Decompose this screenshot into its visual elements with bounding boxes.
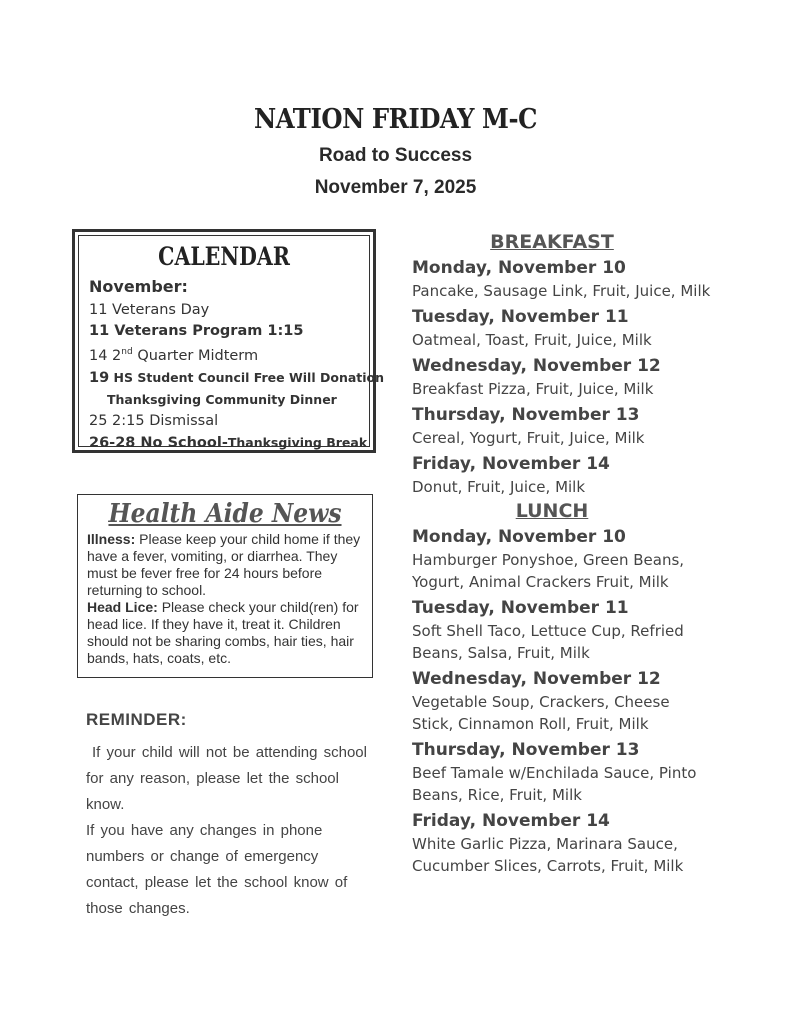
page-date: November 7, 2025 (314, 177, 477, 198)
breakfast-menu: Cereal, Yogurt, Fruit, Juice, Milk (412, 429, 645, 447)
health-aide-box (77, 494, 373, 678)
calendar-event-continued (89, 389, 359, 411)
head-lice-text: Please check your child(ren) for head lice. If they have it, treat it. Children should not be sharing combs, hair ties, hair bands, hats, coats, etc. (87, 599, 359, 666)
lunch-menu: Soft Shell Taco, Lettuce Cup, Refried Beans, Salsa, Fruit, Milk (412, 622, 684, 662)
illness-label: Illness: (87, 531, 136, 547)
calendar-event-main: 26-28 No School- (89, 434, 228, 451)
calendar-event-day: 19 (89, 369, 110, 386)
lunch-menu: Hamburger Ponyshoe, Green Beans, Yogurt, Animal Crackers Fruit, Milk (412, 551, 685, 591)
illness-text: Please keep your child home if they have a fever, vomiting, or diarrhea. They must be fever free for 24 hours before returning to school. (87, 531, 361, 598)
breakfast-menu: Breakfast Pizza, Fruit, Juice, Milk (412, 380, 654, 398)
menu-column (412, 231, 712, 877)
page-header (0, 104, 791, 199)
page-subtitle: Road to Success (318, 145, 473, 166)
breakfast-menu: Pancake, Sausage Link, Fruit, Juice, Milk (412, 282, 711, 300)
page-title: NATION FRIDAY M-C (253, 104, 538, 135)
reminder-section (86, 710, 376, 922)
calendar-event-suffix: Quarter Midterm (132, 347, 259, 364)
head-lice-note (87, 599, 363, 667)
lunch-heading: LUNCH (515, 500, 589, 522)
lunch-day: Thursday, November 13 (412, 740, 640, 760)
lunch-menu: Beef Tamale w/Enchilada Sauce, Pinto Beans, Rice, Fruit, Milk (412, 764, 697, 804)
lunch-menu: White Garlic Pizza, Marinara Sauce, Cucumber Slices, Carrots, Fruit, Milk (412, 835, 684, 875)
calendar-month: November: (89, 277, 188, 296)
calendar-title: CALENDAR (158, 242, 290, 271)
calendar-event: 25 2:15 Dismissal (89, 412, 219, 429)
lunch-day: Wednesday, November 12 (412, 669, 661, 689)
breakfast-day: Wednesday, November 12 (412, 356, 661, 376)
calendar-event (89, 367, 385, 389)
illness-note (87, 531, 363, 599)
breakfast-day: Tuesday, November 11 (412, 307, 629, 327)
calendar-event (89, 342, 359, 367)
lunch-day: Friday, November 14 (412, 811, 610, 831)
reminder-paragraph: If your child will not be attending school for any reason, please let the school know. (86, 744, 367, 813)
lunch-day: Tuesday, November 11 (412, 598, 629, 618)
calendar-event (89, 432, 368, 454)
calendar-inner (78, 235, 385, 451)
calendar-event-prefix: 14 2 (89, 347, 122, 364)
breakfast-day: Monday, November 10 (412, 258, 626, 278)
breakfast-day: Thursday, November 13 (412, 405, 640, 425)
breakfast-day: Friday, November 14 (412, 454, 610, 474)
lunch-list (412, 525, 712, 877)
health-aide-title: Health Aide News (108, 499, 342, 529)
breakfast-heading: BREAKFAST (490, 231, 614, 253)
calendar-event-superscript: nd (121, 347, 133, 357)
calendar-event: 11 Veterans Program 1:15 (89, 323, 304, 339)
calendar-box (72, 229, 385, 453)
reminder-text (86, 740, 376, 922)
reminder-title: REMINDER: (86, 710, 187, 729)
head-lice-label: Head Lice: (87, 599, 158, 615)
reminder-paragraph: If you have any changes in phone numbers or change of emergency contact, please let the school know of those changes. (86, 822, 348, 917)
lunch-day: Monday, November 10 (412, 527, 626, 547)
calendar-event: 11 Veterans Day (89, 302, 210, 318)
calendar-event-note: Thanksgiving Break (227, 434, 368, 450)
lunch-menu: Vegetable Soup, Crackers, Cheese Stick, Cinnamon Roll, Fruit, Milk (412, 693, 670, 733)
breakfast-list (412, 256, 712, 498)
breakfast-menu: Donut, Fruit, Juice, Milk (412, 478, 586, 496)
calendar-event-text: HS Student Council Free Will Donation (109, 369, 385, 385)
calendar-event-text: Thanksgiving Community Dinner (107, 391, 337, 407)
breakfast-menu: Oatmeal, Toast, Fruit, Juice, Milk (412, 331, 652, 349)
